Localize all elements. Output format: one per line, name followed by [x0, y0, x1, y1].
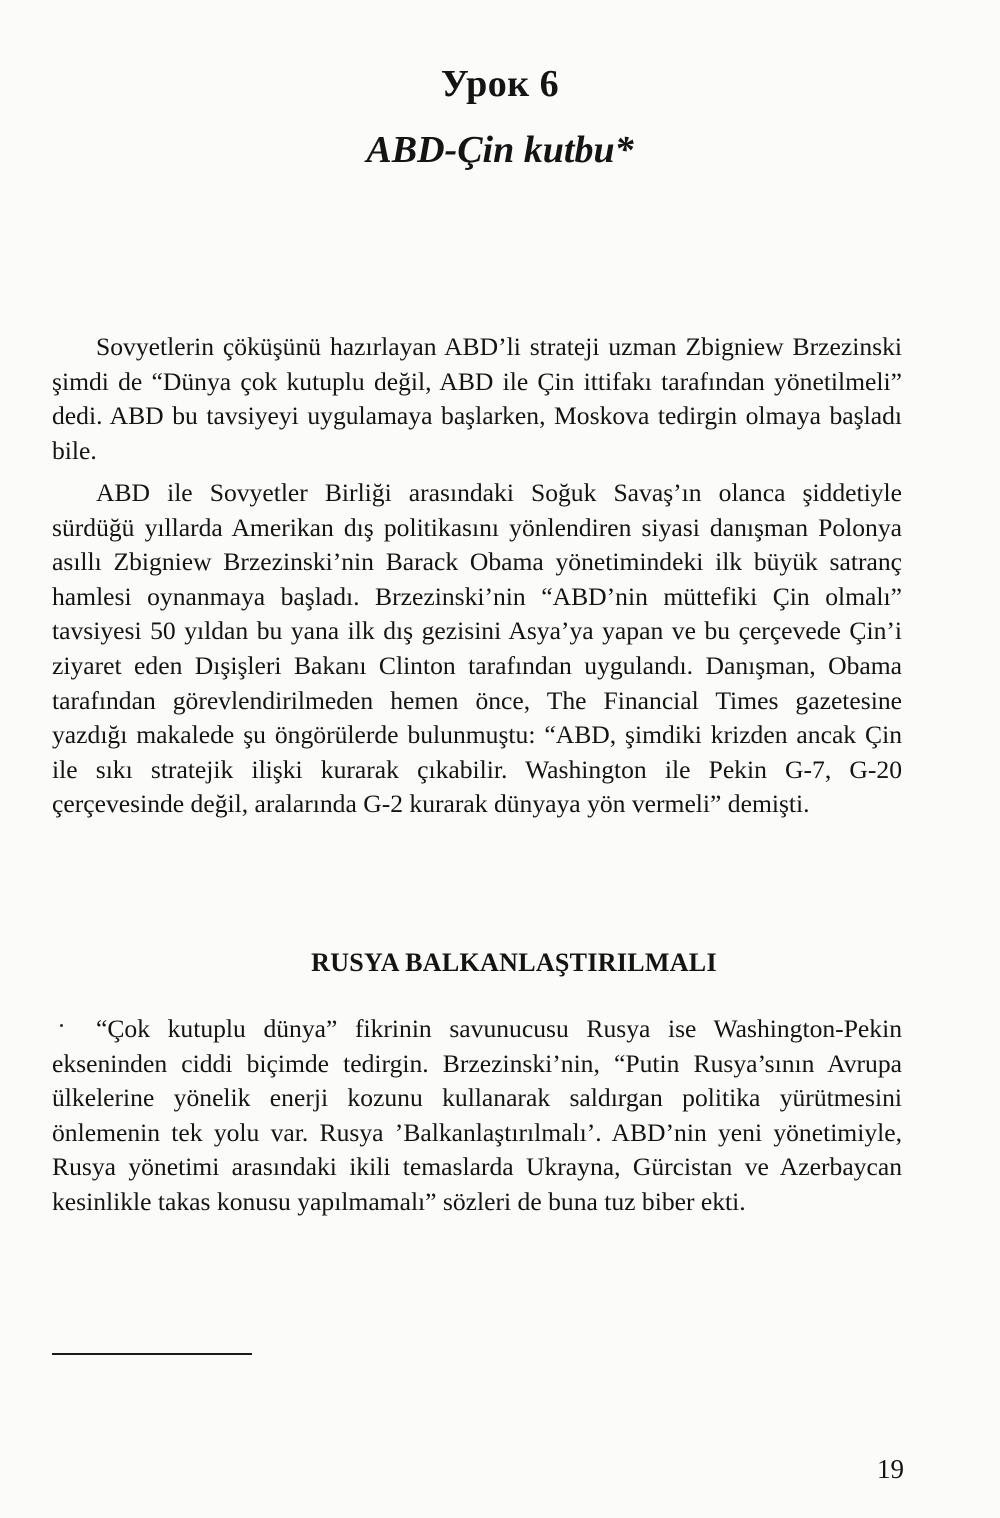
section-heading: RUSYA BALKANLAŞTIRILMALI — [311, 948, 717, 977]
paragraph-intro: Sovyetlerin çöküşünü hazırlayan ABD’li strateji uzman Zbigniew Brzezinski şimdi de “Dünya çok kutuplu değil, ABD ile Çin ittifakı tarafından yönetilmeli” dedi. ABD bu tavsiyeyi uygulamaya başlarken, Moskova tedirgin olmaya başladı bile. — [52, 332, 902, 465]
footnote-separator — [52, 1353, 252, 1355]
section-paragraph: “Çok kutuplu dünya” fikrinin savunucusu Rusya ise Washington-Pekin ekseninden ciddi biçimde tedirgin. Brzezinski’nin, “Putin Rusya’sının Avrupa ülkelerine yönelik enerji kozunu kullanarak saldırgan politika yürütmesini önlemenin tek yolu var. Rusya ’Balkanlaştırılmalı’. ABD’nin yeni yönetimiyle, Rusya yönetimi arasındaki ikili temaslarda Ukrayna, Gürcistan ve Azerbaycan kesinlikle takas konusu yapılmamalı” sözleri de buna tuz biber ekti. — [52, 1014, 902, 1216]
paragraph-main: ABD ile Sovyetler Birliği arasındaki Soğuk Savaş’ın olanca şiddetiyle sürdüğü yıllarda Amerikan dış politikasını yönlendiren siyasi danışman Polonya asıllı Zbigniew Brzezinski’nin Barack Obama yönetimindeki ilk büyük satranç hamlesi oynanmaya başladı. Brzezinski’nin “ABD’nin müttefiki Çin olmalı” tavsiyesi 50 yıldan bu yana ilk dış gezisini Asya’ya yapan ve bu çerçevede Çin’i ziyaret eden Dışişleri Bakanı Clinton tarafından uygulandı. Danışman, Obama tarafından görevlendirilmeden hemen önce, The Financial Times gazetesine yazdığı makalede şu öngörülerde bulunmuştu: “ABD, şimdiki krizden ancak Çin ile sıkı stratejik ilişki kurarak çıkabilir. Washington ile Pekin G-7, G-20 çerçevesinde değil, aralarında G-2 kurarak dünyaya yön vermeli” demişti. — [52, 478, 902, 819]
chapter-title: ABD-Çin kutbu* — [366, 129, 634, 171]
page-number: 19 — [877, 1454, 904, 1484]
lesson-title: Урок 6 — [440, 63, 560, 105]
